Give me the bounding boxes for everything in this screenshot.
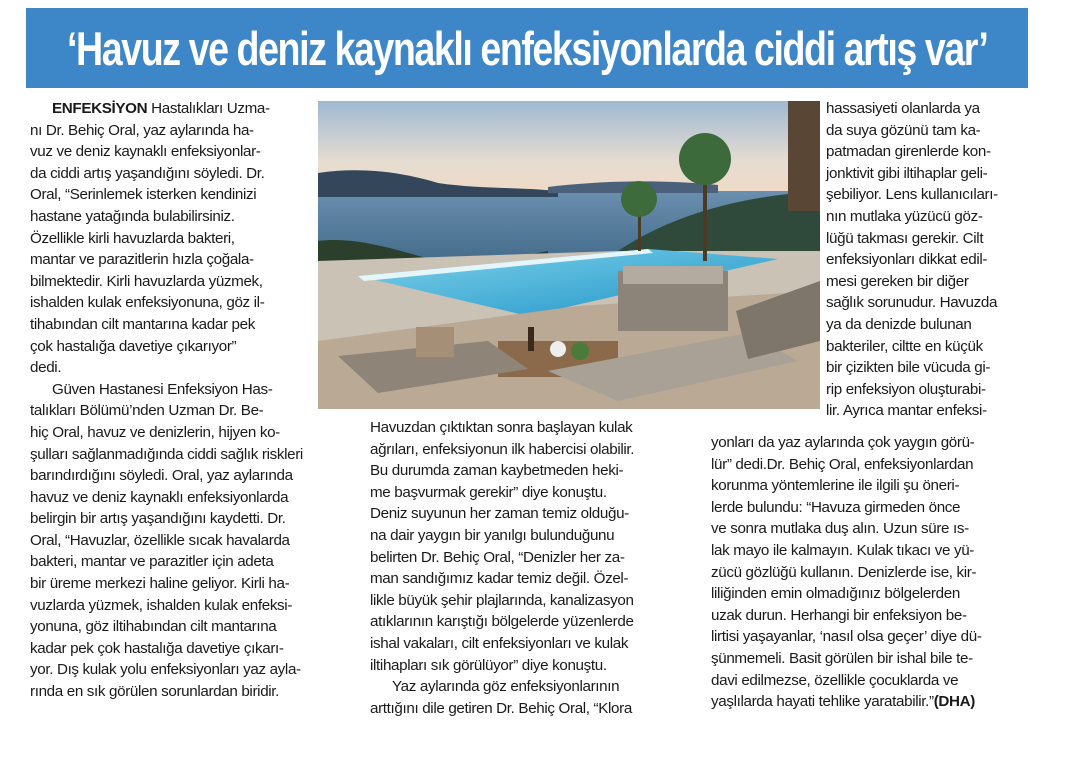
text-line: davi edilmezse, özellikle çocuklarda ve — [711, 671, 959, 689]
text-line: liliğinden emin olmadığınız bölgelerden — [711, 585, 960, 603]
text-line: bakteri, mantar ve parazitler için adeta — [30, 553, 274, 571]
final-line — [711, 691, 1031, 713]
text-line: ağrıları, enfeksiyonun ilk habercisi olabilir. — [370, 440, 635, 458]
text-line: Yaz aylarında göz enfeksiyonlarının — [392, 678, 620, 696]
text-line: da suya gözünü tam ka- — [826, 121, 981, 139]
text-line: yonuna, göz iltihabından cilt mantarına — [30, 618, 277, 636]
text-line: atıklarının karıştığı bölgelerde yüzenlerde — [370, 613, 634, 631]
paragraph-3 — [370, 417, 688, 676]
text-line: rında en sık görülen sorunlardan biridir. — [30, 683, 280, 701]
text-line: Oral, “Havuzlar, özellikle sıcak havalarda — [30, 531, 290, 549]
text-line: hastane yatağında bulabilirsiniz. — [30, 207, 235, 225]
text-line: çok hastalığa davetiye çıkarıyor” — [30, 337, 237, 355]
text-line: bir çizikten bile vücuda gi- — [826, 359, 991, 377]
text-line: dedi. — [30, 359, 62, 377]
text-line: likle büyük şehir plajlarında, kanalizasyon — [370, 591, 634, 609]
text-line: şünmemeli. Basit görülen bir ishal bile te- — [711, 649, 973, 667]
text-line: na dair yaygın bir yanılgı bulunduğunu — [370, 526, 615, 544]
article-column-3 — [826, 98, 1031, 422]
paragraph-1 — [30, 98, 316, 379]
text-line: Deniz suyunun her zaman temiz olduğu- — [370, 505, 629, 523]
text-line: Özellikle kirli havuzlarda bakteri, — [30, 229, 235, 247]
text-line: şulları sağlanmadığında ciddi sağlık riskleri — [30, 445, 303, 463]
paragraph-4 — [370, 676, 688, 719]
text-line: yonları da yaz aylarında çok yaygın görü- — [711, 434, 975, 451]
text-line: mesi gereken bir diğer — [826, 272, 969, 290]
text-line: mantar ve parazitlerin hızla çoğala- — [30, 251, 254, 269]
paragraph-6 — [711, 432, 1031, 713]
text-line: bilmektedir. Kirli havuzlarda yüzmek, — [30, 272, 263, 290]
text-line: patmadan girenlerde kon- — [826, 143, 991, 161]
text-line: iltihapları sık görülüyor” diye konuştu. — [370, 656, 607, 674]
text-line: Güven Hastanesi Enfeksiyon Has- — [52, 380, 273, 398]
text-line: belirgin bir artış yaşandığını kaydetti. Dr. — [30, 510, 286, 528]
text-line: nın mutlaka yüzücü göz- — [826, 207, 983, 225]
text-line: şebiliyor. Lens kullanıcıları- — [826, 186, 998, 204]
lead-word: ENFEKSİYON — [52, 100, 148, 117]
text-line: kadar pek çok hastalığa davetiye çıkarı- — [30, 639, 284, 657]
text-line: enfeksiyonları dikkat edil- — [826, 251, 988, 269]
text-line: havuz ve deniz kaynaklı enfeksiyonlarda — [30, 488, 289, 506]
text-line: arttığını dile getiren Dr. Behiç Oral, “Klora — [370, 699, 632, 717]
text-line: ya da denizde bulunan — [826, 315, 972, 333]
text-line: lirtisi yaşayanlar, ‘nasıl olsa geçer’ diye dü- — [711, 628, 982, 646]
text-line: talıkları Bölümü’nden Uzman Dr. Be- — [30, 402, 264, 420]
text-line: uzak durun. Herhangi bir enfeksiyon be- — [711, 606, 967, 624]
text-line: lir. Ayrıca mantar enfeksi- — [826, 402, 987, 420]
lead-line — [30, 98, 316, 120]
text-line: vuz ve deniz kaynaklı enfeksiyonlar- — [30, 143, 261, 161]
text-line: sağlık sorunudur. Havuzda — [826, 294, 998, 312]
text-line: lerde bulundu: “Havuza girmeden önce — [711, 498, 961, 516]
article-column-4 — [711, 432, 1031, 713]
text-line: Bu durumda zaman kaybetmeden heki- — [370, 462, 624, 480]
text-line: da ciddi artış yaşandığını söyledi. Dr. — [30, 164, 265, 182]
article-column-2 — [370, 417, 688, 719]
text-line: ishalden kulak enfeksiyonuna, göz il- — [30, 294, 265, 312]
text-line: korunma yöntemlerine ile ilgili şu öneri- — [711, 477, 960, 495]
text-line: man sandığımız kadar temiz değil. Özel- — [370, 570, 629, 588]
text-line: yor. Dış kulak yolu enfeksiyonları yaz ayla- — [30, 661, 301, 679]
text-line: hassasiyeti olanlarda ya — [826, 100, 980, 117]
text-line: rip enfeksiyon oluşturabi- — [826, 380, 986, 398]
pool-terrace-photo — [318, 101, 820, 409]
text-line: zücü gözlüğü kullanın. Denizlerde ise, kir- — [711, 563, 977, 581]
text-line: Havuzdan çıktıktan sonra başlayan kulak — [370, 419, 633, 436]
text-line: ve sonra mutlaka duş alın. Uzun süre ıs- — [711, 520, 969, 538]
news-agency-credit: (DHA) — [933, 693, 975, 711]
paragraph-5 — [826, 98, 1031, 422]
lead-rest: Hastalıkları Uzma- — [147, 100, 270, 117]
text-line: Oral, “Serinlemek isterken kendinizi — [30, 186, 257, 204]
text-line: barındırdığını söyledi. Oral, yaz aylarında — [30, 467, 293, 485]
text-line: lüğü takması gerekir. Cilt — [826, 229, 984, 247]
text-line: vuzlarda yüzmek, ishalden kulak enfeksi- — [30, 596, 293, 614]
text-line: nı Dr. Behiç Oral, yaz aylarında ha- — [30, 121, 254, 139]
headline: ‘Havuz ve deniz kaynaklı enfeksiyonlarda ciddi artış var’ — [66, 21, 988, 75]
text-line: tihabından cilt mantarına kadar pek — [30, 315, 255, 333]
headline-banner — [26, 8, 1028, 88]
text-line: hiç Oral, havuz ve denizlerin, hijyen ko- — [30, 423, 280, 441]
article-photo — [318, 101, 820, 409]
text-line: lak mayo ile kalmayın. Kulak tıkacı ve yü- — [711, 541, 974, 559]
text-line: me başvurmak gerekir” diye konuştu. — [370, 483, 607, 501]
article-column-1 — [30, 98, 316, 703]
text-line: lür” dedi.Dr. Behiç Oral, enfeksiyonlardan — [711, 455, 974, 473]
final-text: yaşlılarda hayati tehlike yaratabilir.” — [711, 693, 934, 711]
text-line: jonktivit gibi iltihaplar geli- — [826, 164, 988, 182]
text-line: bir üreme merkezi haline geliyor. Kirli ha- — [30, 575, 290, 593]
text-line: belirten Dr. Behiç Oral, “Denizler her za- — [370, 548, 625, 566]
text-line: ishal vakaları, cilt enfeksiyonları ve kulak — [370, 634, 629, 652]
paragraph-2 — [30, 379, 316, 703]
text-line: bakteriler, ciltte en küçük — [826, 337, 983, 355]
